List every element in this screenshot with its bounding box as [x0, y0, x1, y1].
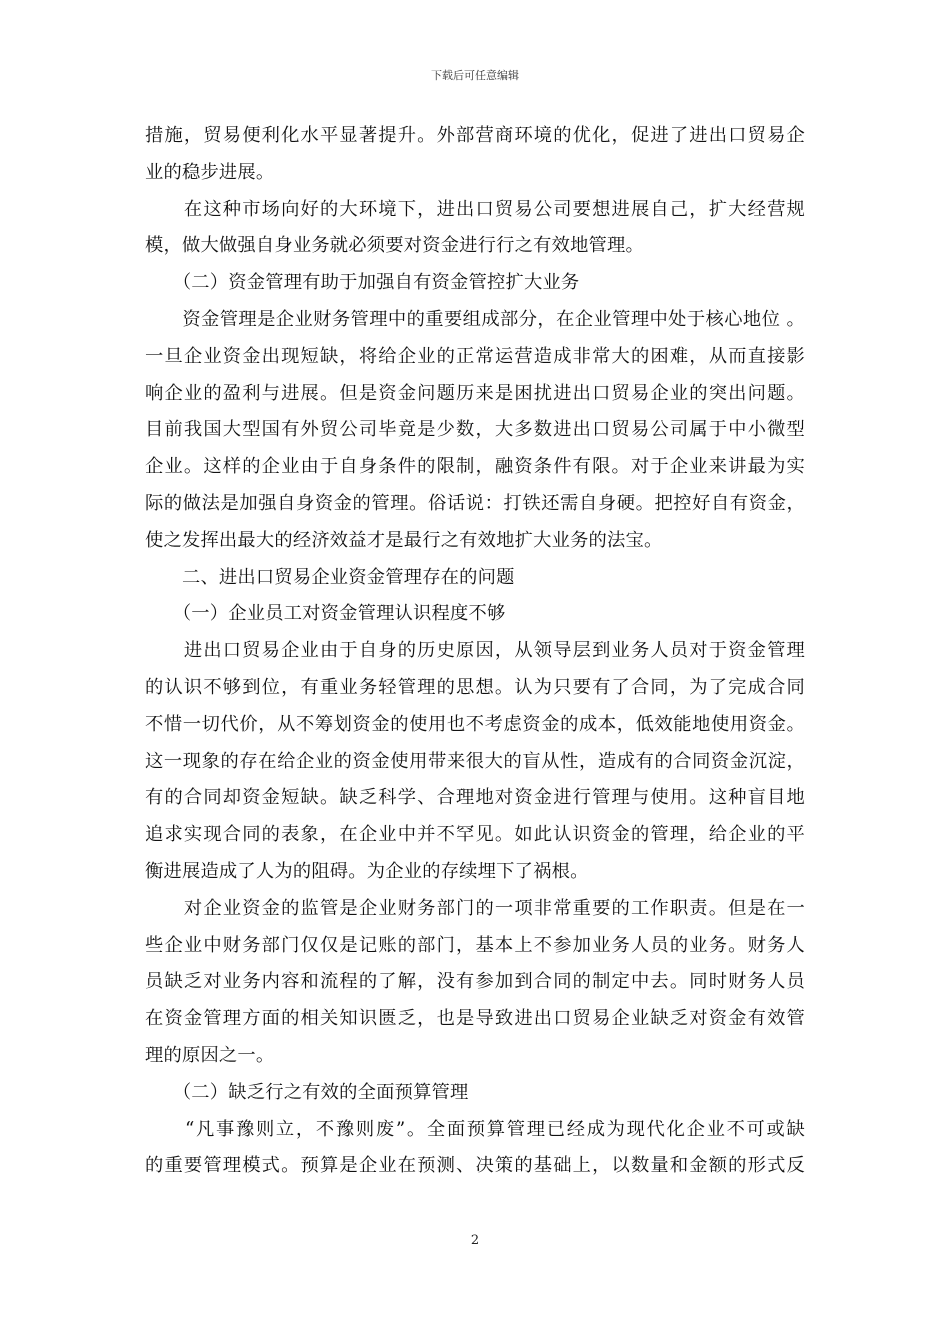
section-heading: （二）缺乏行之有效的全面预算管理: [145, 1081, 469, 1103]
text-line: 对企业资金的监管是企业财务部门的一项非常重要的工作职责。但是在一: [145, 897, 805, 919]
text-line: 的重要管理模式。预算是企业在预测、决策的基础上，以数量和金额的形式反: [145, 1155, 805, 1177]
section-heading: （二）资金管理有助于加强自有资金管控扩大业务: [145, 272, 580, 294]
text-line: 目前我国大型国有外贸公司毕竟是少数，大多数进出口贸易公司属于中小微型: [145, 419, 805, 441]
text-line: 一旦企业资金出现短缺，将给企业的正常运营造成非常大的困难，从而直接影: [145, 345, 805, 367]
section-heading: 二、进出口贸易企业资金管理存在的问题: [145, 566, 515, 588]
section-heading: （一）企业员工对资金管理认识程度不够: [145, 603, 506, 625]
text-line: 追求实现合同的表象，在企业中并不罕见。如此认识资金的管理，给企业的平: [145, 824, 805, 846]
document-body: [145, 118, 805, 1185]
text-line: 不惜一切代价，从不筹划资金的使用也不考虑资金的成本，低效能地使用资金。: [145, 713, 805, 735]
text-line: 模，做大做强自身业务就必须要对资金进行行之有效地管理。: [145, 235, 644, 257]
text-line: 际的做法是加强自身资金的管理。俗话说：打铁还需自身硬。把控好自有资金，: [145, 492, 805, 514]
text-line: 在这种市场向好的大环境下，进出口贸易公司要想进展自己，扩大经营规: [145, 198, 805, 220]
text-line: 企业。这样的企业由于自身条件的限制，融资条件有限。对于企业来讲最为实: [145, 456, 805, 478]
text-line: “凡事豫则立，不豫则废”。全面预算管理已经成为现代化企业不可或缺: [145, 1118, 805, 1140]
text-line: 有的合同却资金短缺。缺乏科学、合理地对资金进行管理与使用。这种盲目地: [145, 787, 805, 809]
text-line: 业的稳步进展。: [145, 161, 275, 183]
text-line: 衡进展造成了人为的阻碍。为企业的存续埋下了祸根。: [145, 860, 589, 882]
text-line: 使之发挥出最大的经济效益才是最行之有效地扩大业务的法宝。: [145, 529, 663, 551]
text-line: 的认识不够到位，有重业务轻管理的思想。认为只要有了合同，为了完成合同: [145, 676, 805, 698]
text-line: 进出口贸易企业由于自身的历史原因，从领导层到业务人员对于资金管理: [145, 640, 805, 662]
text-line: 些企业中财务部门仅仅是记账的部门，基本上不参加业务人员的业务。财务人: [145, 934, 805, 956]
text-line: 资金管理是企业财务管理中的重要组成部分，在企业管理中处于核心地位 。: [145, 308, 805, 330]
text-line: 措施，贸易便利化水平显著提升。外部营商环境的优化，促进了进出口贸易企: [145, 125, 805, 146]
page-number: 2: [470, 1233, 480, 1248]
text-line: 响企业的盈利与进展。但是资金问题历来是困扰进出口贸易企业的突出问题。: [145, 382, 805, 404]
page-header: 下载后可任意编辑: [431, 69, 519, 82]
text-line: 在资金管理方面的相关知识匮乏，也是导致进出口贸易企业缺乏对资金有效管: [145, 1008, 805, 1030]
text-line: 员缺乏对业务内容和流程的了解，没有参加到合同的制定中去。同时财务人员: [145, 971, 805, 993]
text-line: 理的原因之一。: [145, 1044, 275, 1066]
text-line: 这一现象的存在给企业的资金使用带来很大的盲从性，造成有的合同资金沉淀，: [145, 750, 805, 772]
